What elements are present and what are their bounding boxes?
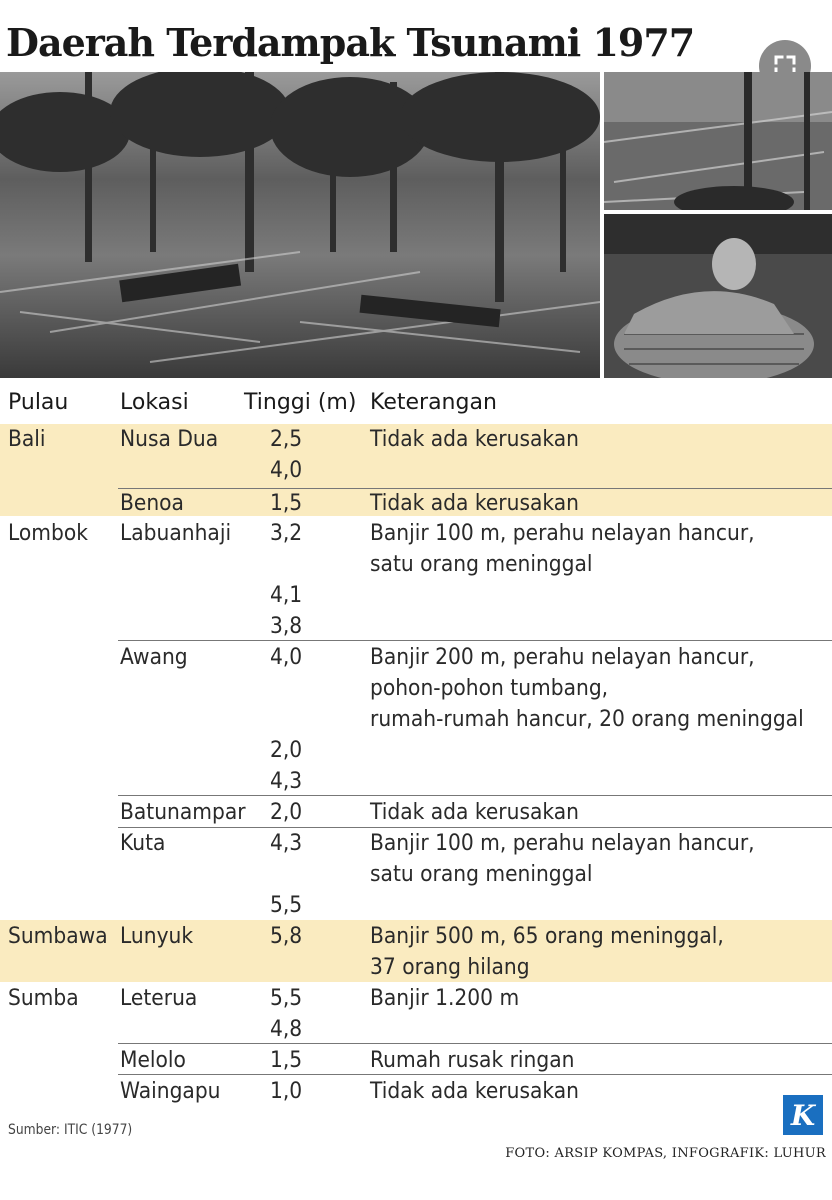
cell-pulau: Sumbawa (8, 924, 108, 949)
cell-ket: Rumah rusak ringan (370, 1048, 575, 1073)
cell-tinggi: 1,0 (270, 1079, 303, 1104)
divider-awang (118, 640, 832, 641)
cell-lokasi: Awang (120, 645, 188, 670)
cell-tinggi: 4,0 (270, 645, 303, 670)
page-title: Daerah Terdampak Tsunami 1977 (6, 20, 695, 65)
cell-ket: Tidak ada kerusakan (370, 800, 580, 825)
cell-tinggi: 4,0 (270, 458, 303, 483)
cell-lokasi: Kuta (120, 831, 166, 856)
cell-lokasi: Benoa (120, 491, 184, 516)
cell-lokasi: Nusa Dua (120, 427, 219, 452)
cell-tinggi: 2,0 (270, 738, 303, 763)
kompas-logo: K (783, 1095, 823, 1135)
cell-tinggi: 1,5 (270, 491, 303, 516)
divider-melolo (118, 1043, 832, 1044)
cell-tinggi: 4,8 (270, 1017, 303, 1042)
cell-ket: Banjir 1.200 m (370, 986, 520, 1011)
cell-tinggi: 3,2 (270, 521, 303, 546)
cell-pulau: Bali (8, 427, 46, 452)
cell-ket: Tidak ada kerusakan (370, 491, 580, 516)
cell-tinggi: 2,5 (270, 427, 303, 452)
header-keterangan: Keterangan (370, 390, 497, 415)
cell-pulau: Lombok (8, 521, 88, 546)
source-note: Sumber: ITIC (1977) (8, 1122, 133, 1138)
cell-ket: Tidak ada kerusakan (370, 1079, 580, 1104)
cell-tinggi: 2,0 (270, 800, 303, 825)
cell-tinggi: 1,5 (270, 1048, 303, 1073)
cell-ket: satu orang meninggal (370, 862, 593, 887)
cell-ket: Banjir 100 m, perahu nelayan hancur, (370, 521, 755, 546)
cell-lokasi: Waingapu (120, 1079, 221, 1104)
cell-pulau: Sumba (8, 986, 79, 1011)
photo-credit: FOTO: ARSIP KOMPAS, INFOGRAFIK: LUHUR (505, 1146, 826, 1161)
photo-damaged-house (604, 72, 832, 210)
cell-ket: Banjir 500 m, 65 orang meninggal, (370, 924, 724, 949)
cell-tinggi: 5,5 (270, 893, 303, 918)
header-lokasi: Lokasi (120, 390, 189, 415)
photo-survivor-basket (604, 214, 832, 378)
cell-ket: satu orang meninggal (370, 552, 593, 577)
cell-tinggi: 3,8 (270, 614, 303, 639)
cell-tinggi: 5,8 (270, 924, 303, 949)
cell-tinggi: 5,5 (270, 986, 303, 1011)
cell-ket: 37 orang hilang (370, 955, 530, 980)
cell-lokasi: Leterua (120, 986, 198, 1011)
cell-ket: Banjir 200 m, perahu nelayan hancur, (370, 645, 755, 670)
cell-lokasi: Labuanhaji (120, 521, 232, 546)
cell-lokasi: Lunyuk (120, 924, 194, 949)
cell-ket: pohon-pohon tumbang, (370, 676, 609, 701)
cell-lokasi: Melolo (120, 1048, 186, 1073)
cell-tinggi: 4,3 (270, 769, 303, 794)
divider-batunampar (118, 795, 832, 796)
cell-ket: rumah-rumah hancur, 20 orang meninggal (370, 707, 804, 732)
cell-ket: Banjir 100 m, perahu nelayan hancur, (370, 831, 755, 856)
cell-tinggi: 4,3 (270, 831, 303, 856)
cell-ket: Tidak ada kerusakan (370, 427, 580, 452)
photo-tsunami-debris (0, 72, 600, 378)
cell-tinggi: 4,1 (270, 583, 303, 608)
header-tinggi: Tinggi (m) (244, 390, 357, 415)
header-pulau: Pulau (8, 390, 69, 415)
photo-collage (0, 72, 832, 378)
cell-lokasi: Batunampar (120, 800, 246, 825)
